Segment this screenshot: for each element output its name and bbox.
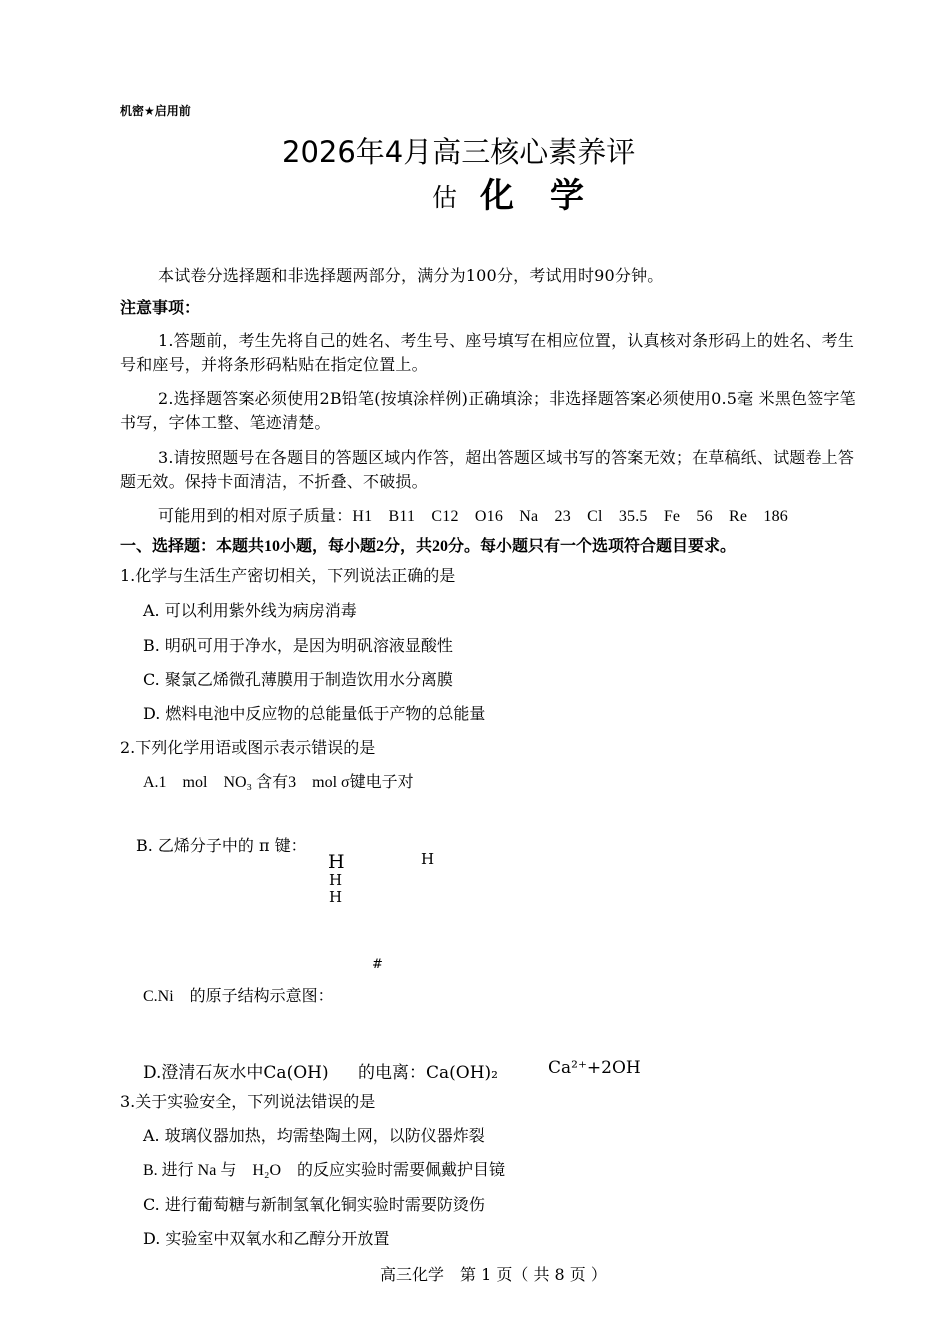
question-3-option-c: C. 进行葡萄糖与新制氢氧化铜实验时需要防烫伤 — [143, 1195, 485, 1214]
section-1-title: 一、选择题：本题共10小题，每小题2分，共20分。每小题只有一个选项符合题目要求。 — [120, 538, 737, 555]
question-1-stem: 1.化学与生活生产密切相关，下列说法正确的是 — [120, 566, 456, 585]
question-3-option-b: B. 进行 Na 与 H₂O 的反应实验时需要佩戴护目镜 — [143, 1162, 506, 1179]
notice-item-1: 1.答题前，考生先将自己的姓名、考生号、座号填写在相应位置，认真核对条形码上的姓名、考生号和座号，并将条形码粘贴在指定位置上。 — [120, 331, 855, 374]
question-1-option-b: B. 明矾可用于净水，是因为明矾溶液显酸性 — [143, 636, 453, 655]
question-2-option-d-mid: 的电离：Ca(OH)₂ — [358, 1063, 498, 1083]
confidential-mark: 机密★启用前 — [120, 104, 191, 118]
question-2-option-d-right: Ca²⁺+2OH — [548, 1058, 641, 1078]
ni-figure-marker: # — [372, 957, 383, 972]
question-3-stem: 3.关于实验安全，下列说法错误的是 — [120, 1092, 376, 1111]
question-2-option-d-left: D.澄清石灰水中Ca(OH) — [143, 1063, 329, 1083]
notice-item-3: 3.请按照题号在各题目的答题区域内作答，超出答题区域书写的答案无效；在草稿纸、试题卷上答题无效。保持卡面清洁，不折叠、不破损。 — [120, 448, 855, 491]
ethylene-h-right: H — [421, 850, 435, 868]
ethylene-h-large: H — [328, 851, 345, 873]
question-1-option-a: A. 可以利用紫外线为病房消毒 — [143, 601, 357, 620]
notice-heading: 注意事项： — [120, 298, 201, 317]
question-2-stem: 2.下列化学用语或图示表示错误的是 — [120, 738, 376, 757]
exam-title: 2026年4月高三核心素养评 — [282, 135, 636, 169]
notice-item-2: 2.选择题答案必须使用2B铅笔(按填涂样例)正确填涂；非选择题答案必须使用0.5毫 米黑色签字笔书写，字体工整、笔迹清楚。 — [120, 389, 856, 432]
question-3-option-d: D. 实验室中双氧水和乙醇分开放置 — [143, 1229, 390, 1248]
question-1-option-d: D. 燃料电池中反应物的总能量低于产物的总能量 — [143, 704, 486, 723]
exam-title-continuation: 估 — [432, 183, 458, 212]
ethylene-h-small-2: H — [329, 888, 343, 906]
atomic-mass-line: 可能用到的相对原子质量：H1 B11 C12 O16 Na 23 Cl 35.5 Fe 56 Re 186 — [158, 508, 789, 525]
question-1-option-c: C. 聚氯乙烯微孔薄膜用于制造饮用水分离膜 — [143, 670, 453, 689]
question-3-option-a: A. 玻璃仪器加热，均需垫陶土网，以防仪器炸裂 — [143, 1126, 485, 1145]
question-2-option-a: A.1 mol NO₃ 含有3 mol σ键电子对 — [143, 774, 414, 791]
question-2-option-c: C.Ni 的原子结构示意图： — [143, 988, 334, 1005]
exam-intro: 本试卷分选择题和非选择题两部分，满分为100分，考试用时90分钟。 — [158, 266, 664, 285]
question-2-option-b: B. 乙烯分子中的 π 键： — [136, 836, 307, 855]
subject-title: 化学 — [480, 176, 620, 216]
ethylene-h-small-1: H — [329, 871, 343, 889]
page-footer: 高三化学 第 1 页（ 共 8 页 ） — [380, 1265, 607, 1284]
